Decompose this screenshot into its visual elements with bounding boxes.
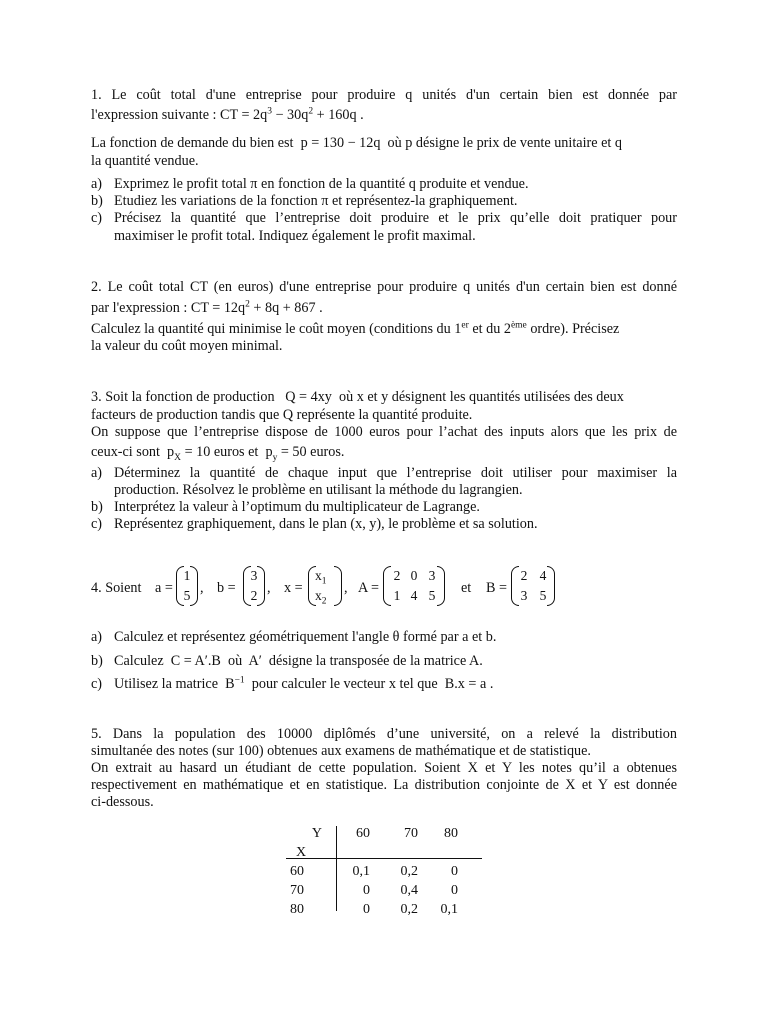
ex4-et: et [461,580,472,596]
table-xlabel-row [284,843,464,862]
ex5-line2: simultanée des notes (sur 100) obtenues aux examens de mathématique et de statistique. [91,743,591,759]
ex1-item-c: Précisez la quantité que l’entreprise doit produire et le prix qu’elle doit pratiquer pour [114,210,677,226]
vector-x-label: x = [284,580,303,596]
ex3-price-y: $p_y = 50$ euros. [265,444,345,463]
row-header: 60 [290,864,304,879]
ex1-line1: 1. Le coût total d'une entreprise pour produire q unités d'un certain bien est donnée par [91,87,677,103]
ex3-item-a-label: a) [91,465,103,481]
table-header-row [284,824,464,843]
ex3-item-c-label: c) [91,516,103,532]
matrix-A-label: A = [358,580,380,596]
table-row [284,900,464,919]
table-cell: 0,2 [400,864,418,879]
ex1-cost-formula: CT = $2q^3 - 30q^2 + 160q$ . [220,106,364,123]
x-label: X [296,845,307,860]
ex4-item-a-label: a) [91,629,103,645]
ex3-item-a: Déterminez la quantité de chaque input que l’entreprise doit utiliser pour maximiser la [114,465,677,481]
ex2-line4: la valeur du coût moyen minimal. [91,338,283,354]
ex4-item-c-label: c) [91,676,103,692]
vector-a: 1 5 [176,566,198,606]
ex1-line3 [91,134,677,152]
col-header: 80 [444,826,458,841]
matrix-B-label: B = [486,580,508,596]
ex1-item-c-cont: maximiser le profit total. Indiquez également le profit maximal. [114,228,476,244]
ex2-line2-prefix: par l'expression : [91,300,188,316]
table-row [284,881,464,900]
ex1-demand-formula: p = 130 − 12q [300,135,381,151]
ex1-line2-prefix: l'expression suivante : [91,107,217,123]
ex1-item-c-label: c) [91,210,103,226]
ex1-item-a-label: a) [91,176,103,192]
ex2-line1: 2. Le coût total CT (en euros) d'une entreprise pour produire q unités d'un certain bien est donné [91,279,677,295]
ex2-line3: Calculez la quantité qui minimise le coût moyen (conditions du 1er et du 2ème ordre). Précisez [91,320,620,337]
ex1-demand-suffix: où p désigne le prix de vente unitaire et q [387,135,622,151]
vector-a-label: a = [155,580,173,596]
table-cell: 0,2 [400,902,418,917]
row-header: 70 [290,883,304,898]
ex3-line3: On suppose que l’entreprise dispose de 1000 euros pour l’achat des inputs alors que les prix de [91,424,677,440]
table-cell: 0 [363,883,370,898]
row-header: 80 [290,902,304,917]
ex4-item-b: Calculez C = A′.B où A′ désigne la transposée de la matrice A. [114,653,483,669]
table-cell: 0,4 [400,883,418,898]
ex3-item-b-label: b) [91,499,103,515]
ex4-item-b-label: b) [91,653,103,669]
ex2-line2 [91,299,677,317]
ex4-item-c: Utilisez la matrice $B^{-1}$ pour calculer le vecteur x tel que B.x = a . [114,675,494,692]
matrix-B: 2 4 3 5 [511,566,555,606]
table-cell: 0,1 [352,864,370,879]
ex5-line3: On extrait au hasard un étudiant de cette population. Soient X et Y les notes qu’il a obtenues [91,760,677,776]
matrix-A: 2 0 3 1 4 5 [383,566,445,606]
ex3-line4: ceux-ci sont $p_X = 10$ euros et $p_y = 50$ euros. [91,444,345,463]
ex4-item-a: Calculez et représentez géométriquement l'angle θ formé par a et b. [114,629,497,645]
joint-distribution-table [284,824,464,919]
ex5-line1: 5. Dans la population des 10000 diplômés d’une université, on a relevé la distribution [91,726,677,742]
ex3-item-b: Interprétez la valeur à l’optimum du multiplicateur de Lagrange. [114,499,480,515]
ex1-item-b-label: b) [91,193,103,209]
ex2-cost-formula: CT = $12q^2 + 8q + 867$ . [190,299,323,316]
ex3-item-c: Représentez graphiquement, dans le plan (x, y), le problème et sa solution. [114,516,538,532]
table-row [284,862,464,881]
ex1-item-b: Etudiez les variations de la fonction π et représentez-la graphiquement. [114,193,518,209]
ex1-demand-prefix: La fonction de demande du bien est [91,135,294,151]
ex3-line1: 3. Soit la fonction de production Q = 4xy où x et y désignent les quantités utilisées des deux [91,389,624,405]
ex3-price-x: $p_X = 10$ euros et [167,444,259,463]
ex5-line4: respectivement en mathématique et en statistique. La distribution conjointe de X et Y est donnée [91,777,677,793]
vector-x: $x_1$ $x_2$ [308,566,342,606]
col-header: 60 [356,826,370,841]
col-header: 70 [404,826,418,841]
ex1-line4: la quantité vendue. [91,153,199,169]
y-label: Y [311,826,322,841]
ex5-line5: ci-dessous. [91,794,154,810]
ex1-item-a: Exprimez le profit total π en fonction de la quantité q produite et vendue. [114,176,529,192]
vector-b: 3 2 [243,566,265,606]
table-cell: 0 [451,883,458,898]
vector-b-label: b = [217,580,236,596]
table-cell: 0 [451,864,458,879]
ex3-production-function: Q = 4xy [285,389,332,405]
ex1-line2 [91,106,677,124]
table-cell: 0 [363,902,370,917]
ex4-soient: 4. Soient [91,580,142,596]
table-cell: 0,1 [440,902,458,917]
ex3-line2: facteurs de production tandis que Q représente la quantité produite. [91,407,473,423]
ex3-item-a-cont: production. Résolvez le problème en utilisant la méthode du lagrangien. [114,482,523,498]
